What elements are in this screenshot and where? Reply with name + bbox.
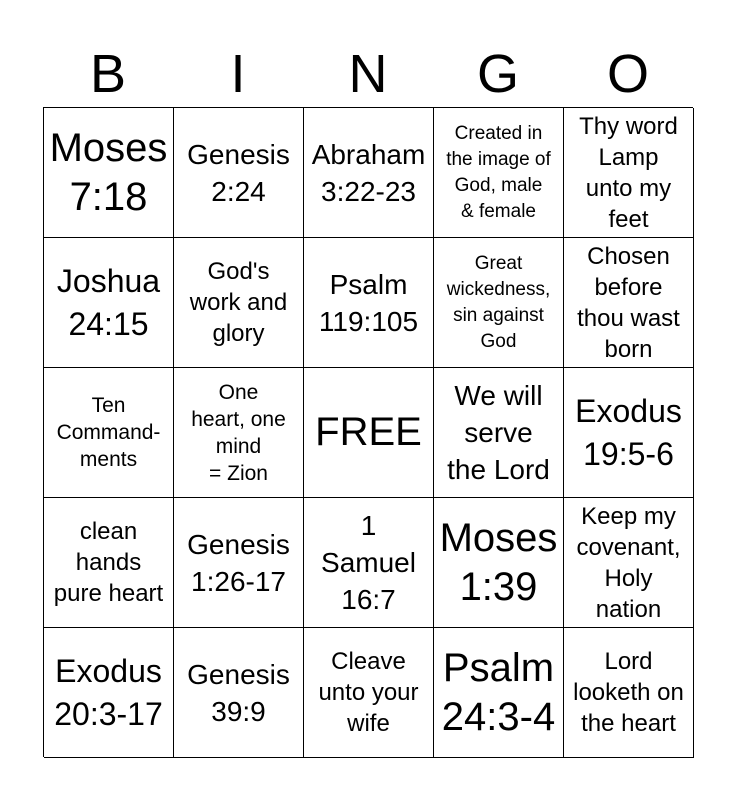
bingo-cell[interactable]: One heart, one mind = Zion — [174, 368, 304, 498]
bingo-cell[interactable]: Chosen before thou wast born — [564, 238, 694, 368]
bingo-cell[interactable]: Psalm 119:105 — [304, 238, 434, 368]
bingo-cell[interactable]: Genesis 39:9 — [174, 628, 304, 758]
bingo-cell[interactable]: Genesis 2:24 — [174, 108, 304, 238]
header-letter-o: O — [606, 44, 649, 104]
bingo-cell[interactable]: Moses 1:39 — [434, 498, 564, 628]
bingo-cell[interactable]: God's work and glory — [174, 238, 304, 368]
bingo-cell[interactable]: Exodus 19:5-6 — [564, 368, 694, 498]
bingo-cell[interactable]: Cleave unto your wife — [304, 628, 434, 758]
bingo-card — [43, 107, 693, 757]
bingo-header — [43, 40, 693, 108]
bingo-cell[interactable]: Joshua 24:15 — [44, 238, 174, 368]
header-letter-b: B — [89, 44, 127, 104]
bingo-cell[interactable]: Thy word Lamp unto my feet — [564, 108, 694, 238]
bingo-cell[interactable]: clean hands pure heart — [44, 498, 174, 628]
bingo-cell[interactable]: 1 Samuel 16:7 — [304, 498, 434, 628]
bingo-cell[interactable]: Created in the image of God, male & female — [434, 108, 564, 238]
bingo-cell[interactable]: Lord looketh on the heart — [564, 628, 694, 758]
bingo-cell[interactable]: Moses 7:18 — [44, 108, 174, 238]
bingo-cell[interactable]: Great wickedness, sin against God — [434, 238, 564, 368]
free-space[interactable]: FREE — [304, 368, 434, 498]
bingo-cell[interactable]: Exodus 20:3-17 — [44, 628, 174, 758]
header-letter-n: N — [348, 44, 388, 104]
bingo-cell[interactable]: Ten Command- ments — [44, 368, 174, 498]
bingo-cell[interactable]: Psalm 24:3-4 — [434, 628, 564, 758]
bingo-cell[interactable]: Abraham 3:22-23 — [304, 108, 434, 238]
bingo-cell[interactable]: Keep my covenant, Holy nation — [564, 498, 694, 628]
header-letter-i: I — [230, 44, 246, 104]
bingo-cell[interactable]: Genesis 1:26-17 — [174, 498, 304, 628]
bingo-cell[interactable]: We will serve the Lord — [434, 368, 564, 498]
header-letter-g: G — [476, 44, 519, 104]
